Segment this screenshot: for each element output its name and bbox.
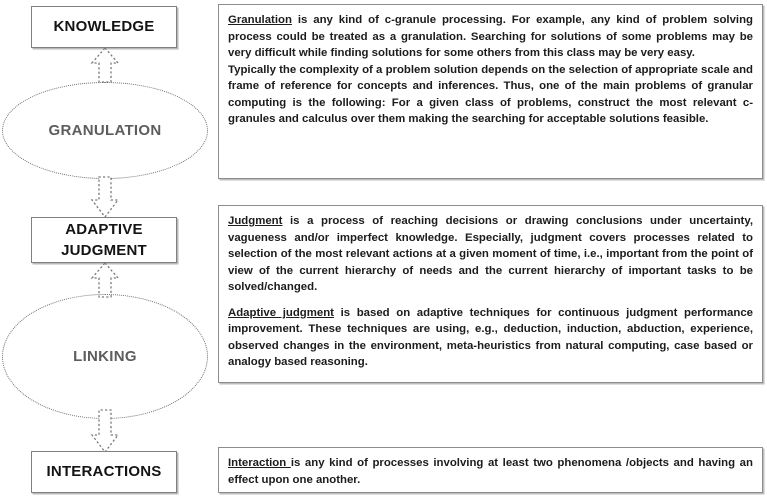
node-knowledge-label: KNOWLEDGE: [53, 18, 155, 36]
granulation-paragraph-1: [228, 12, 753, 62]
node-interactions[interactable]: [31, 451, 177, 493]
node-interactions-label: INTERACTIONS: [46, 463, 162, 481]
granulation-paragraph-1-rest: is any kind of c-granule processing. For example, any kind of problem solving process could be treated as a granulation. Searching for solutions of some problems may be very difficult while finding solutions for some others from this class may be very easy.: [228, 14, 753, 60]
judgment-paragraph-2-rest: is based on adaptive techniques for continuous judgment performance improvement. These techniques are using, e.g., deduction, induction, abduction, experience, observed changes in the environment, meta-heuristics from natural computing, case based or analogy based reasoning.: [228, 306, 753, 369]
node-adaptive-judgment-label: [61, 219, 147, 262]
node-linking-label: LINKING: [73, 348, 137, 365]
adaptive-judgment-term: Adaptive judgment: [228, 306, 334, 319]
arrow-linking-to-interactions: [89, 408, 121, 454]
node-granulation[interactable]: [2, 82, 208, 179]
interaction-paragraph-1-rest: is any kind of processes involving at least two phenomena /objects and having an effect upon one another.: [228, 457, 753, 486]
interaction-term: Interaction: [228, 457, 291, 469]
interaction-paragraph-1: [228, 455, 753, 488]
node-adaptive-judgment-line1: ADAPTIVE: [65, 220, 143, 238]
judgment-paragraph-2: [228, 305, 753, 371]
arrow-granulation-to-adaptive-judgment: [89, 175, 121, 219]
granulation-paragraph-2: Typically the complexity of a problem solution depends on the selection of appropriate scale and frame of reference for concepts and inferences. Thus, one of the main problems of granular computing is the following: For a given class of problems, construct the most relevant c-granules and calculus over them making the searching for acceptable solutions feasible.: [228, 63, 753, 126]
node-knowledge[interactable]: [31, 6, 177, 48]
node-granulation-label: GRANULATION: [48, 122, 162, 139]
judgment-term: Judgment: [228, 215, 283, 227]
panel-interaction-description: [218, 447, 763, 493]
judgment-paragraph-1: [228, 213, 753, 296]
panel-granulation-description: [218, 4, 763, 179]
judgment-paragraph-1-rest: is a process of reaching decisions or drawing conclusions under uncertainty, vagueness and/or imperfect knowledge. Especially, judgment covers processes related to selection of the most relevant actions at a given moment of time, i.e., important from the point of view of the current hierarchy of needs and the current hierarchy of important tasks to be solved/changed.: [228, 215, 753, 294]
granulation-term: Granulation: [228, 14, 292, 26]
panel-judgment-description: [218, 205, 763, 383]
node-adaptive-judgment-line2: JUDGMENT: [61, 242, 147, 259]
node-adaptive-judgment[interactable]: [31, 217, 177, 263]
node-linking[interactable]: [2, 294, 208, 419]
arrow-granulation-to-knowledge: [89, 46, 121, 84]
